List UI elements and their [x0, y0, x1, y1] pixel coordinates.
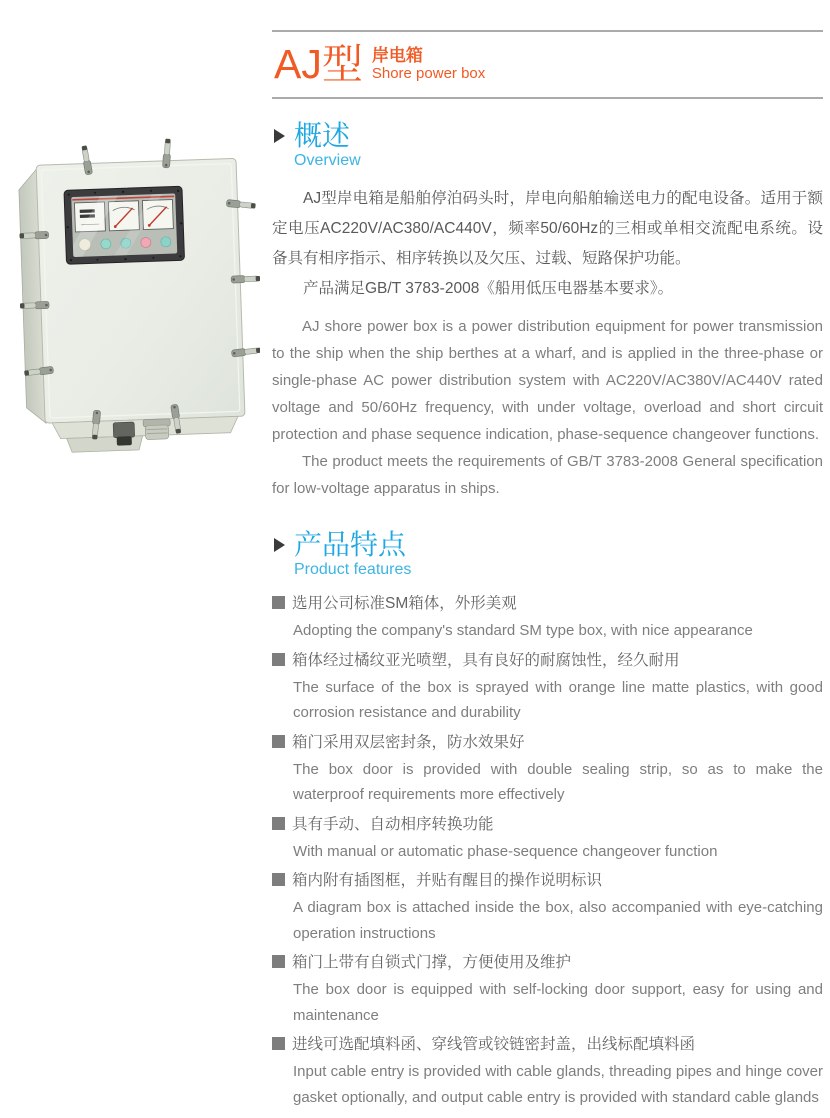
feature-title-cn [272, 591, 823, 617]
feature-item [272, 648, 823, 726]
product-name-cn: 岸电箱 [371, 46, 423, 65]
square-bullet-icon [272, 735, 285, 748]
feature-item [272, 950, 823, 1028]
feature-title-cn [272, 868, 823, 894]
content-column [272, 0, 823, 1114]
overview-paragraph-en-1: AJ shore power box is a power distribution equipment for power transmission to the ship when the ship berthes at a wharf, and is applied in the three-phase or single-phase AC power distribution system with AC220V/AC380V/AC440V rated voltage and 50/60Hz frequency, with under voltage, overload and short circuit protection and phase sequence indication, phase-sequence changeover functions. [272, 318, 823, 443]
feature-item [272, 812, 823, 865]
overview-heading-cn: 概述 [294, 120, 351, 151]
overview-paragraph-en-2: The product meets the requirements of GB/T 3783-2008 General specification for low-voltage apparatus in ships. [272, 453, 823, 497]
title-rule [272, 97, 823, 99]
feature-title-text: 具有手动、自动相序转换功能 [292, 815, 494, 833]
meter-window [64, 186, 185, 264]
overview-section-header [272, 120, 823, 171]
product-model: AJ型 [274, 41, 363, 87]
shore-power-box-image [6, 136, 260, 472]
feature-item [272, 591, 823, 644]
product-name-en: Shore power box [371, 65, 486, 82]
triangle-bullet-icon [274, 129, 285, 143]
feature-desc-en: The box door is provided with double sealing strip, so as to make the waterproof requirements more effectively [293, 760, 823, 803]
feature-title-text: 箱体经过橘纹亚光喷塑，具有良好的耐腐蚀性，经久耐用 [292, 651, 680, 669]
feature-title-cn [272, 648, 823, 674]
feature-desc-en: The surface of the box is sprayed with orange line matte plastics, with good corrosion resistance and durability [293, 678, 823, 721]
feature-title-cn [272, 730, 823, 756]
top-rule [272, 30, 823, 32]
overview-paragraph-cn-1: AJ型岸电箱是船舶停泊码头时，岸电向船舶输送电力的配电设备。适用于额定电压AC220V/AC380/AC440V，频率50/60Hz的三相或单相交流配电系统。设备具有相序指示、相序转换以及欠压、过载、短路保护功能。 [272, 190, 823, 267]
product-title-sub [372, 46, 485, 84]
features-list [272, 591, 823, 1110]
feature-desc-en: With manual or automatic phase-sequence changeover function [293, 842, 718, 860]
overview-heading-group [294, 120, 361, 171]
features-heading-group [294, 529, 411, 580]
feature-desc-en: The box door is equipped with self-locking door support, easy for using and maintenance [293, 981, 823, 1024]
features-heading-en: Product features [294, 561, 412, 578]
feature-desc-en: A diagram box is attached inside the box, also accompanied with eye-catching operation instructions [293, 899, 823, 942]
feature-title-text: 箱内附有插图框，并贴有醒目的操作说明标识 [292, 872, 603, 889]
product-title [274, 41, 823, 87]
overview-paragraph-cn-2: 产品满足GB/T 3783-2008《船用低压电器基本要求》。 [303, 280, 674, 297]
product-photo [6, 136, 260, 472]
feature-title-cn [272, 1032, 823, 1058]
feature-item [272, 868, 823, 946]
feature-title-cn [272, 950, 823, 976]
feature-title-cn [272, 812, 823, 838]
feature-item [272, 730, 823, 808]
features-heading-cn: 产品特点 [294, 529, 407, 560]
square-bullet-icon [272, 955, 285, 968]
square-bullet-icon [272, 817, 285, 830]
feature-title-text: 箱门上带有自锁式门撑，方便使用及维护 [292, 954, 572, 971]
square-bullet-icon [272, 653, 285, 666]
feature-desc-en: Adopting the company's standard SM type box, with nice appearance [293, 622, 753, 639]
features-section-header [272, 529, 823, 580]
feature-item [272, 1032, 823, 1110]
square-bullet-icon [272, 596, 285, 609]
feature-desc-en: Input cable entry is provided with cable glands, threading pipes and hinge cover gasket optionally, and output cable entry is provided with standard cable glands [293, 1063, 823, 1106]
cabinet [14, 136, 260, 454]
square-bullet-icon [272, 873, 285, 886]
feature-title-text: 箱门采用双层密封条，防水效果好 [292, 733, 525, 751]
feature-title-text: 进线可选配填料函、穿线管或铰链密封盖，出线标配填料函 [292, 1036, 696, 1053]
overview-heading-en: Overview [294, 152, 361, 169]
square-bullet-icon [272, 1037, 285, 1050]
triangle-bullet-icon [274, 538, 285, 552]
feature-title-text: 选用公司标准SM箱体，外形美观 [292, 595, 517, 612]
